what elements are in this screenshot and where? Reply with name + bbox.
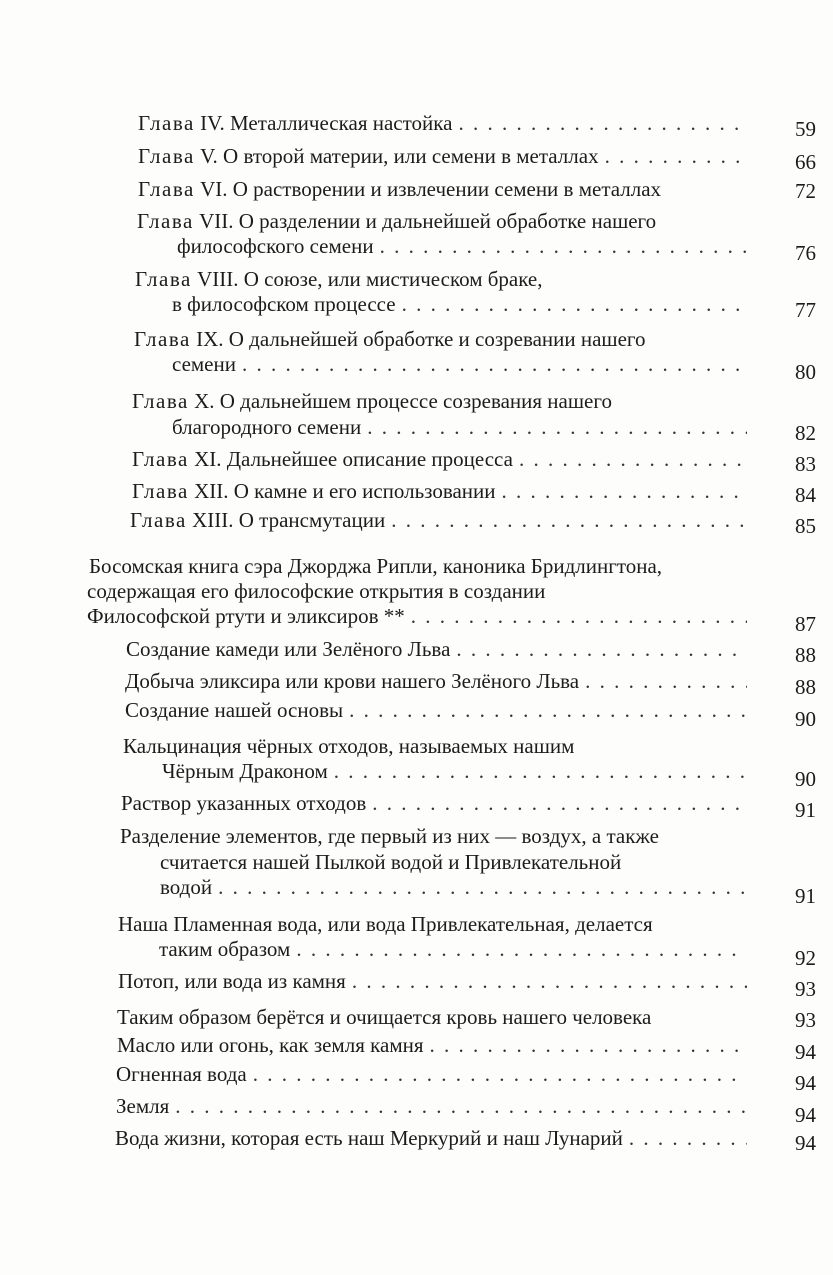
toc-sub-entry: Вода жизни, которая есть наш Меркурий и наш Лунарий . . . [115, 1125, 751, 1151]
toc-sub-entry: Потоп, или вода из камня . . . [118, 968, 751, 994]
toc-entry-chapter-6 [138, 176, 751, 202]
toc-entry-chapter-9 [134, 326, 751, 352]
toc-entry-continuation: Чёрным Драконом . . . [162, 758, 751, 784]
dot-leader [502, 478, 747, 504]
page-number: 84 [795, 483, 816, 507]
toc-entry-chapter-12 [132, 478, 751, 504]
toc-sub-entry: Масло или огонь, как земля камня . . . [117, 1032, 751, 1058]
dot-leader [352, 968, 747, 994]
dot-leader [380, 233, 747, 259]
chapter-title: IV. Металлическая настойка [200, 111, 453, 135]
dot-leader [175, 1093, 747, 1119]
toc-entry-chapter-11 [132, 446, 751, 472]
page-number: 94 [795, 1131, 816, 1155]
chapter-label: Глава [135, 267, 192, 291]
chapter-title: XII. О камне и его использовании [194, 479, 496, 503]
page-number: 87 [795, 612, 816, 636]
dot-leader [456, 636, 747, 662]
page-number: 91 [795, 884, 816, 908]
toc-entry-chapter-8 [135, 266, 751, 292]
dot-leader [605, 143, 747, 169]
toc-entry-chapter-5 [138, 143, 751, 169]
chapter-label: Глава [138, 111, 195, 135]
chapter-label: Глава [138, 144, 195, 168]
page-number: 90 [795, 767, 816, 791]
page-number: 76 [795, 241, 816, 265]
page-number: 85 [795, 514, 816, 538]
dot-leader [391, 507, 747, 533]
page-number: 82 [795, 421, 816, 445]
toc-sub-entry: Добыча эликсира или крови нашего Зелёного Льва . . . [125, 668, 751, 694]
toc-sub-entry: Кальцинация чёрных отходов, называемых нашим [123, 734, 575, 758]
toc-entry-continuation: семени . . . [172, 351, 751, 377]
chapter-label: Глава [130, 508, 187, 532]
section-title-line: Философской ртути и эликсиров ** . . . [87, 603, 751, 629]
toc-entry-chapter-10 [132, 388, 751, 414]
dot-leader [519, 446, 747, 472]
page-number: 94 [795, 1040, 816, 1064]
page-number: 80 [795, 360, 816, 384]
page-number: 94 [795, 1071, 816, 1095]
dot-leader [334, 758, 747, 784]
dot-leader [585, 668, 747, 694]
page-number: 91 [795, 798, 816, 822]
dot-leader [458, 110, 747, 136]
toc-sub-entry: Таким образом берётся и очищается кровь нашего человека [117, 1005, 652, 1029]
dot-leader [372, 790, 747, 816]
chapter-label: Глава [138, 177, 195, 201]
page-number: 83 [795, 452, 816, 476]
page-number: 88 [795, 643, 816, 667]
chapter-label: Глава [134, 327, 191, 351]
page-number: 72 [795, 179, 816, 203]
chapter-title: X. О дальнейшем процессе созревания нашего [194, 389, 612, 413]
page-number: 94 [795, 1103, 816, 1127]
toc-sub-entry: Земля . . . [116, 1093, 751, 1119]
page-number: 59 [795, 117, 816, 141]
toc-sub-entry: Создание камеди или Зелёного Льва . . . [126, 636, 751, 662]
dot-leader [402, 291, 747, 317]
chapter-label: Глава [132, 479, 189, 503]
toc-entry-continuation: благородного семени . . . [172, 414, 751, 440]
chapter-label: Глава [132, 447, 189, 471]
dot-leader [629, 1125, 747, 1151]
toc-entry-continuation: считается нашей Пылкой водой и Привлекательной [160, 850, 622, 874]
chapter-title: VII. О разделении и дальнейшей обработке нашего [199, 209, 657, 233]
toc-entry-continuation: философского семени . . . [177, 233, 751, 259]
chapter-title: V. О второй материи, или семени в металлах [200, 144, 599, 168]
page-number: 66 [795, 150, 816, 174]
chapter-title: XI. Дальнейшее описание процесса [194, 447, 513, 471]
toc-sub-entry: Разделение элементов, где первый из них — воздух, а также [120, 824, 659, 848]
chapter-title: VI. О растворении и извлечении семени в металлах [200, 177, 662, 201]
page-number: 88 [795, 675, 816, 699]
page-number: 77 [795, 298, 816, 322]
page-number: 93 [795, 1008, 816, 1032]
dot-leader [367, 414, 747, 440]
chapter-label: Глава [137, 209, 194, 233]
toc-sub-entry: Наша Пламенная вода, или вода Привлекательная, делается [118, 912, 653, 936]
page-number: 92 [795, 946, 816, 970]
section-title-line: Босомская книга сэра Джорджа Рипли, каноника Бридлингтона, [89, 554, 663, 578]
chapter-title: IX. О дальнейшей обработке и созревании нашего [196, 327, 646, 351]
toc-entry-chapter-13 [130, 507, 751, 533]
dot-leader [242, 351, 747, 377]
toc-entry-chapter-4 [138, 110, 751, 136]
chapter-title: XIII. О трансмутации [192, 508, 386, 532]
dot-leader [253, 1061, 747, 1087]
dot-leader [218, 874, 747, 900]
dot-leader [349, 697, 747, 723]
page-number: 90 [795, 707, 816, 731]
toc-sub-entry: Огненная вода . . . [116, 1061, 751, 1087]
dot-leader [411, 603, 747, 629]
page-number: 93 [795, 977, 816, 1001]
chapter-label: Глава [132, 389, 189, 413]
toc-entry-continuation: таким образом . . . [159, 936, 751, 962]
dot-leader [296, 936, 747, 962]
section-title-line: содержащая его философские открытия в создании [87, 579, 546, 603]
chapter-title: VIII. О союзе, или мистическом браке, [197, 267, 543, 291]
toc-sub-entry: Раствор указанных отходов . . . [121, 790, 751, 816]
toc-entry-chapter-7 [137, 208, 751, 234]
toc-entry-continuation: в философском процессе . . . [172, 291, 751, 317]
toc-sub-entry: Создание нашей основы . . . [125, 697, 751, 723]
toc-entry-continuation: водой . . . [160, 874, 751, 900]
dot-leader [430, 1032, 748, 1058]
